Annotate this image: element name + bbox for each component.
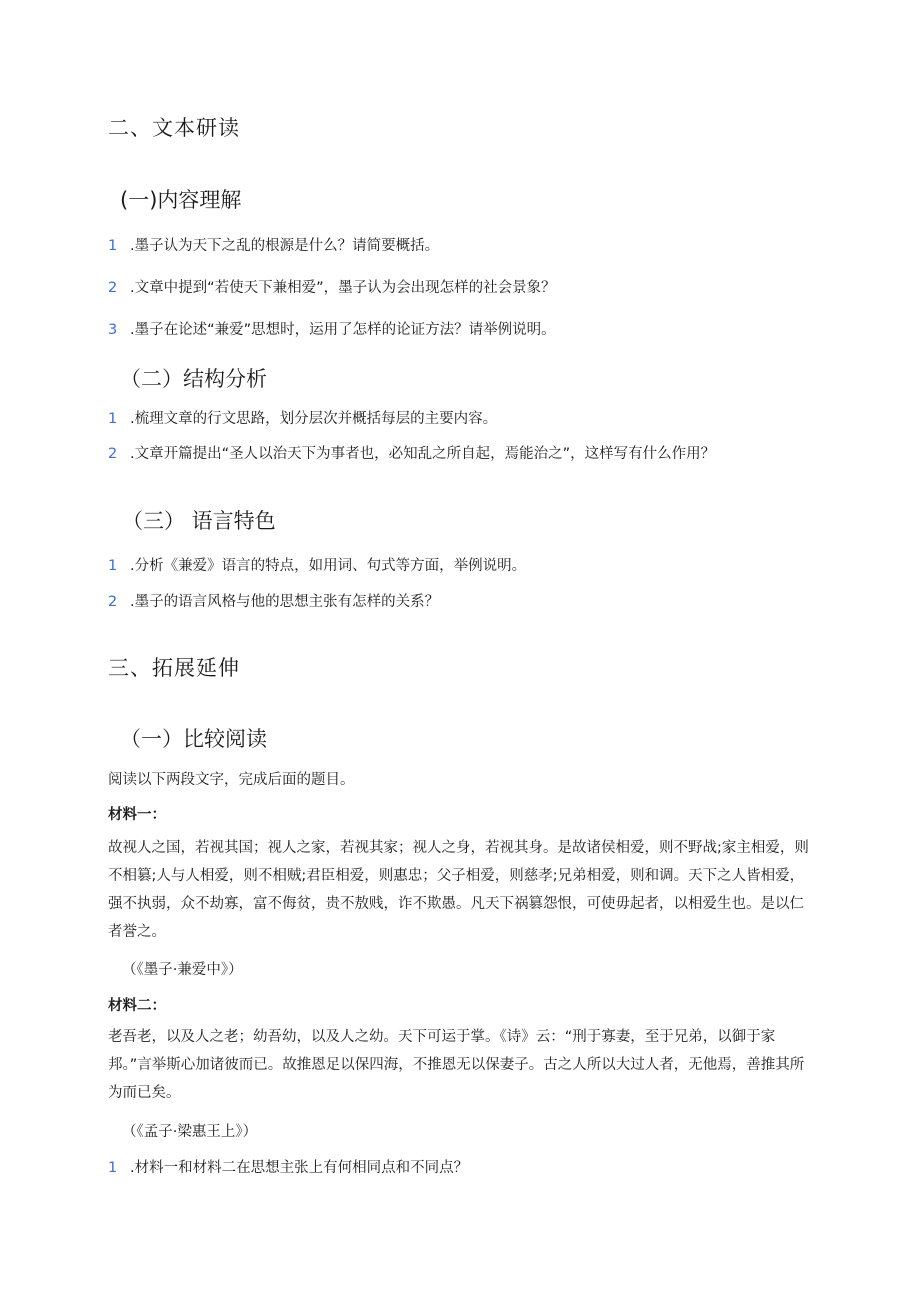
material-two-label: 材料二： <box>108 998 166 1014</box>
subsection-title-language: （三） 语言特色 <box>122 509 276 533</box>
question-item <box>108 442 715 463</box>
material-one-label: 材料一： <box>108 807 166 823</box>
question-text: .墨子的语言风格与他的思想主张有怎样的关系？ <box>130 594 440 610</box>
question-item <box>108 276 556 297</box>
question-item <box>108 590 439 611</box>
subsection-title-comparison: （一）比较阅读 <box>120 727 267 751</box>
question-number: 1 <box>108 238 118 254</box>
question-text: .材料一和材料二在思想主张上有何相同点和不同点？ <box>130 1160 469 1176</box>
question-number: 2 <box>108 446 118 462</box>
question-text: .文章中提到“若使天下兼相爱”，墨子认为会出现怎样的社会景象？ <box>130 280 556 296</box>
section-title-text-study: 二、文本研读 <box>108 116 240 140</box>
material-one-source: （《墨子·兼爱中》） <box>122 962 243 978</box>
question-text: .墨子在论述“兼爱”思想时，运用了怎样的论证方法？请举例说明。 <box>130 322 556 338</box>
question-item <box>108 554 526 575</box>
section-title-extension: 三、拓展延伸 <box>108 656 240 680</box>
subsection-title-content: (一)内容理解 <box>120 188 242 212</box>
question-item <box>108 234 439 255</box>
question-text: .分析《兼爱》语言的特点，如用词、句式等方面，举例说明。 <box>130 558 527 574</box>
question-number: 2 <box>108 594 118 610</box>
question-number: 1 <box>108 558 118 574</box>
question-number: 3 <box>108 322 118 338</box>
question-text: .文章开篇提出“圣人以治天下为事者也，必知乱之所自起，焉能治之”，这样写有什么作用？ <box>130 446 716 462</box>
question-text: .墨子认为天下之乱的根源是什么？请简要概括。 <box>130 238 440 254</box>
material-two-text: 老吾老，以及人之老；幼吾幼，以及人之幼。天下可运于掌。《诗》云：“刑于寡妻，至于兄弟，以御于家邦。”言举斯心加诸彼而已。故推恩足以保四海，不推恩无以保妻子。古之人所以大过人者，无他焉，善推其所为而已矣。 <box>108 1029 805 1101</box>
question-item <box>108 407 497 428</box>
material-one-text: 故视人之国，若视其国；视人之家，若视其家；视人之身，若视其身。是故诸侯相爱，则不野战;家主相爱，则不相篡;人与人相爱，则不相贼;君臣相爱，则惠忠；父子相爱，则慈孝;兄弟相爱，则和调。天下之人皆相爱，强不执弱，众不劫寡，富不侮贫，贵不敖贱，诈不欺愚。凡天下祸篡怨恨，可使毋起者，以相爱生也。是以仁者誉之。 <box>108 840 809 940</box>
question-number: 1 <box>108 1160 118 1176</box>
material-two-source: （《孟子·梁惠王上》） <box>122 1124 258 1140</box>
question-number: 1 <box>108 411 118 427</box>
question-text: .梳理文章的行文思路，划分层次并概括每层的主要内容。 <box>130 411 498 427</box>
question-item <box>108 1156 468 1177</box>
comparison-intro: 阅读以下两段文字，完成后面的题目。 <box>108 772 355 788</box>
subsection-title-structure: （二）结构分析 <box>120 367 267 391</box>
question-item <box>108 318 556 339</box>
question-number: 2 <box>108 280 118 296</box>
